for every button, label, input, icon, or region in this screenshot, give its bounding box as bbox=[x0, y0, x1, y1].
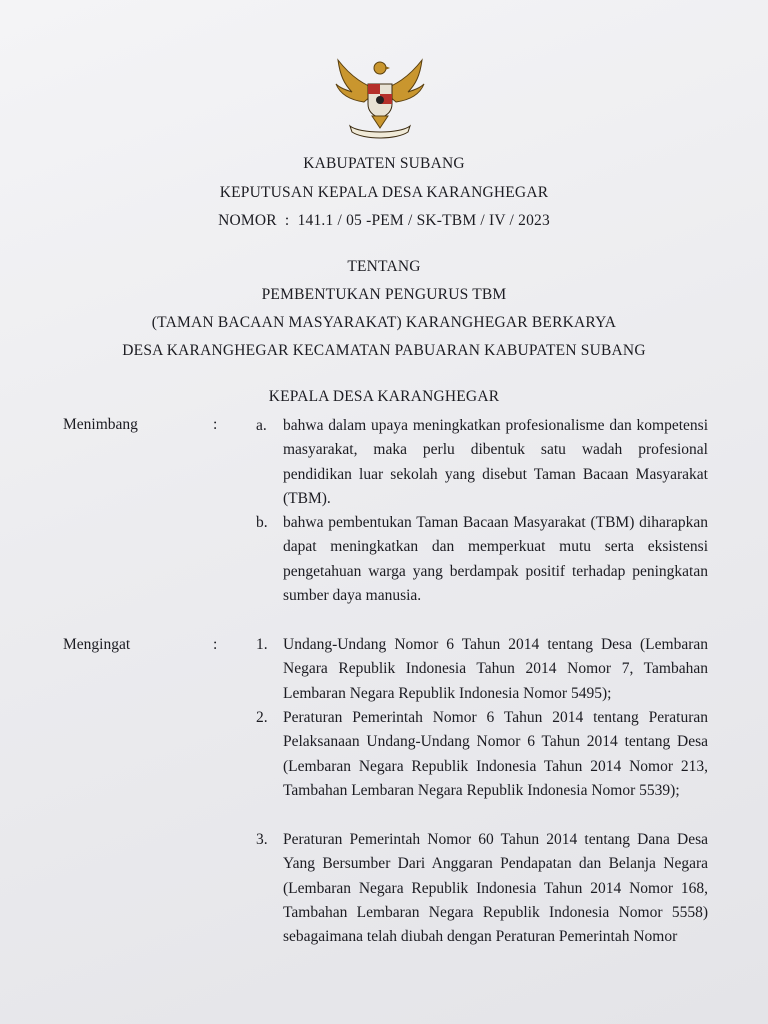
mengingat-label: Mengingat bbox=[63, 636, 131, 653]
mengingat-item-1 bbox=[256, 633, 708, 706]
garuda-emblem-icon bbox=[330, 50, 430, 140]
item-number: a. bbox=[256, 417, 267, 434]
item-number: 1. bbox=[256, 636, 268, 653]
item-number: 3. bbox=[256, 831, 268, 848]
mengingat-item-3 bbox=[256, 828, 708, 949]
authority-heading: KEPALA DESA KARANGHEGAR bbox=[268, 388, 500, 405]
item-text: bahwa dalam upaya meningkatkan profesionalisme dan kompetensi masyarakat, maka perlu dibentuk satu wadah profesional pendidikan luar sekolah yang disebut Taman Bacaan Masyarakat (TBM). bbox=[283, 417, 708, 507]
subject-about: TENTANG bbox=[347, 258, 421, 275]
subject-line-1: PEMBENTUKAN PENGURUS TBM bbox=[261, 286, 507, 303]
mengingat-colon: : bbox=[213, 636, 218, 653]
regency-heading: KABUPATEN SUBANG bbox=[303, 155, 465, 172]
item-text: Peraturan Pemerintah Nomor 60 Tahun 2014 tentang Dana Desa Yang Bersumber Dari Anggaran Pendapatan dan Belanja Negara (Lembaran Negara Republik Indonesia Tahun 2014 Nomor 168, Tambahan Lembaran Negara Republik Indonesia Nomor 5558) sebagaimana telah diubah dengan Peraturan Pemerintah Nomor bbox=[283, 831, 708, 946]
decree-number: NOMOR : 141.1 / 05 -PEM / SK-TBM / IV / 2023 bbox=[218, 212, 550, 229]
item-number: b. bbox=[256, 514, 268, 531]
menimbang-item-b bbox=[256, 511, 708, 608]
item-text: Peraturan Pemerintah Nomor 6 Tahun 2014 tentang Peraturan Pelaksanaan Undang-Undang Nomor 6 Tahun 2014 tentang Desa (Lembaran Negara Republik Indonesia Tahun 2014 Nomor 213, Tambahan Lembaran Negara Republik Indonesia Nomor 5539); bbox=[283, 709, 708, 799]
item-text: bahwa pembentukan Taman Bacaan Masyarakat (TBM) diharapkan dapat meningkatkan dan memperkuat mutu serta eksistensi pengetahuan warga yang berdampak positif terhadap peningkatan sumber daya manusia. bbox=[283, 514, 708, 604]
menimbang-item-a bbox=[256, 414, 708, 511]
decree-title: KEPUTUSAN KEPALA DESA KARANGHEGAR bbox=[219, 184, 549, 201]
item-number: 2. bbox=[256, 709, 268, 726]
item-text: Undang-Undang Nomor 6 Tahun 2014 tentang Desa (Lembaran Negara Republik Indonesia Tahun 2014 Nomor 7, Tambahan Lembaran Negara Republik Indonesia Nomor 5495); bbox=[283, 636, 708, 702]
menimbang-label: Menimbang bbox=[63, 416, 138, 433]
mengingat-item-2 bbox=[256, 706, 708, 803]
subject-line-3: DESA KARANGHEGAR KECAMATAN PABUARAN KABUPATEN SUBANG bbox=[122, 342, 646, 359]
subject-line-2: (TAMAN BACAAN MASYARAKAT) KARANGHEGAR BERKARYA bbox=[151, 314, 617, 331]
menimbang-colon: : bbox=[213, 416, 218, 433]
